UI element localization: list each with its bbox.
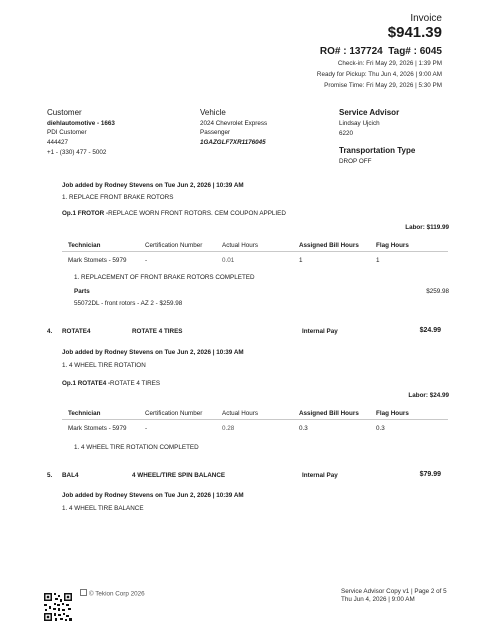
job4-amount: $24.99 [419, 327, 441, 334]
job5-number: 5. [47, 472, 53, 479]
footer-brand [80, 589, 145, 598]
job3-added-by: Job added by Rodney Stevens on Tue Jun 2, 2026 | 10:39 AM [62, 182, 244, 189]
job5-code: BAL4 [62, 472, 79, 479]
customer-name: diehlautomotive - 1663 [47, 120, 115, 127]
job4-col-cert: Certification Number [145, 410, 203, 417]
job4-number: 4. [47, 328, 53, 335]
advisor-heading: Service Advisor [339, 108, 400, 117]
invoice-title: Invoice [410, 13, 442, 24]
ro-number: RO# : 137724 [319, 46, 383, 57]
advisor-id: 6220 [339, 130, 354, 137]
customer-phone: +1 - (330) 477 - 5002 [47, 149, 107, 156]
job3-table-divider [62, 251, 448, 252]
job4-tech-assigned: 0.3 [299, 425, 308, 432]
footer-date: Thu Jun 4, 2026 | 9:00 AM [341, 596, 415, 603]
job4-col-technician: Technician [68, 410, 101, 417]
vehicle-body: Passenger [200, 129, 231, 136]
job3-col-technician: Technician [68, 242, 101, 249]
job3-labor: Labor: $119.99 [405, 224, 449, 231]
ro-tag-line [320, 46, 442, 57]
job3-operation [62, 210, 286, 217]
check-in-time: Check-in: Fri May 29, 2026 | 1:39 PM [337, 60, 442, 67]
qr-code-icon [43, 592, 73, 622]
footer-copy-page: Service Advisor Copy v1 | Page 2 of 5 [341, 588, 447, 595]
transport-value: DROP OFF [339, 158, 372, 165]
vehicle-vin: 1GAZGLF7XR1176045 [200, 139, 266, 146]
job5-added-by: Job added by Rodney Stevens on Tue Jun 2, 2026 | 10:39 AM [62, 492, 244, 499]
job3-op-desc: REPLACE WORN FRONT ROTORS. CEM COUPON APPLIED [108, 210, 286, 217]
job3-concern: 1. REPLACE FRONT BRAKE ROTORS [62, 194, 174, 201]
job3-correction: 1. REPLACEMENT OF FRONT BRAKE ROTORS COMPLETED [74, 274, 255, 281]
job4-title: ROTATE 4 TIRES [132, 328, 183, 335]
job4-op-desc: ROTATE 4 TIRES [110, 380, 161, 387]
invoice-total: $941.39 [387, 24, 442, 41]
job3-col-cert: Certification Number [145, 242, 203, 249]
job3-part-line: 55072DL - front rotors - AZ 2 - $259.98 [74, 300, 183, 307]
job3-col-actual: Actual Hours [222, 242, 259, 249]
job3-tech-assigned: 1 [299, 257, 303, 264]
job3-tech-name: Mark Stomets - 5979 [68, 257, 127, 264]
job3-tech-cert: - [145, 257, 148, 264]
customer-number: 444427 [47, 139, 69, 146]
job5-amount: $79.99 [419, 471, 441, 478]
advisor-name: Lindsay Ujcich [339, 120, 380, 127]
customer-type: PDI Customer [47, 129, 87, 136]
job3-col-flag: Flag Hours [376, 242, 409, 249]
footer-brand-text: © Tekion Corp 2026 [89, 590, 145, 598]
job3-col-assigned: Assigned Bill Hours [299, 242, 359, 249]
vehicle-heading: Vehicle [200, 108, 226, 117]
job4-tech-flag: 0.3 [376, 425, 385, 432]
job3-part-total: $259.98 [426, 288, 449, 295]
job5-title: 4 WHEEL/TIRE SPIN BALANCE [132, 472, 226, 479]
job4-op-code: Op.1 ROTATE4 - [62, 380, 111, 387]
job4-col-actual: Actual Hours [222, 410, 259, 417]
job4-code: ROTATE4 [62, 328, 91, 335]
job5-concern: 1. 4 WHEEL TIRE BALANCE [62, 505, 144, 512]
customer-heading: Customer [47, 108, 82, 117]
job3-op-code: Op.1 FROTOR - [62, 210, 109, 217]
job4-concern: 1. 4 WHEEL TIRE ROTATION [62, 362, 146, 369]
job4-col-assigned: Assigned Bill Hours [299, 410, 359, 417]
tag-number: Tag# : 6045 [388, 46, 442, 57]
job3-parts-label: Parts [74, 288, 90, 295]
job4-table-divider [62, 419, 448, 420]
ready-for-pickup-time: Ready for Pickup: Thu Jun 4, 2026 | 9:00 AM [316, 71, 442, 78]
job4-tech-name: Mark Stomets - 5979 [68, 425, 127, 432]
transport-heading: Transportation Type [339, 146, 416, 155]
promise-time: Promise Time: Fri May 29, 2026 | 5:30 PM [324, 82, 442, 89]
job4-tech-cert: - [145, 425, 148, 432]
job5-pay-type: Internal Pay [302, 472, 338, 479]
job4-operation [62, 380, 160, 387]
job4-correction: 1. 4 WHEEL TIRE ROTATION COMPLETED [74, 444, 199, 451]
job3-tech-flag: 1 [376, 257, 380, 264]
job4-col-flag: Flag Hours [376, 410, 409, 417]
tekion-logo-icon [80, 589, 87, 596]
job4-labor: Labor: $24.99 [408, 392, 449, 399]
vehicle-model: 2024 Chevrolet Express [200, 120, 268, 127]
job4-pay-type: Internal Pay [302, 328, 338, 335]
job4-added-by: Job added by Rodney Stevens on Tue Jun 2, 2026 | 10:39 AM [62, 349, 244, 356]
job4-tech-actual: 0.28 [222, 425, 235, 432]
job3-tech-actual: 0.01 [222, 257, 235, 264]
